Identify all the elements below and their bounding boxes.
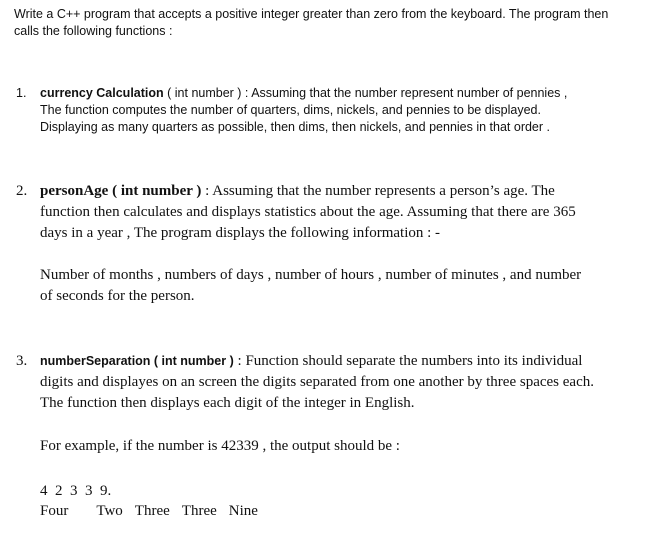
word-3: Three (181, 503, 217, 519)
item-2-para2-line-1: Number of months , numbers of days , number of hours , number of minutes , and number (40, 267, 582, 283)
item-2-number: 2. (16, 183, 28, 199)
item-1-text: Assuming that the number represent number of pennies , (251, 86, 568, 100)
item-2-signature: : (201, 183, 210, 199)
intro-line-2: calls the following functions : (14, 24, 173, 38)
word-1: Two (96, 503, 123, 519)
item-2-line-3: days in a year , The program displays the following information : - (40, 225, 441, 241)
item-3-text: Function should separate the numbers into its individual (245, 353, 583, 369)
item-1-line-3: Displaying as many quarters as possible, then dims, then nickels, and pennies in that order . (40, 120, 550, 134)
word-4: Nine (228, 503, 258, 519)
intro-paragraph (14, 6, 646, 40)
item-3-number: 3. (16, 353, 28, 369)
item-1-line-1 (40, 85, 646, 102)
item-2-text: Assuming that the number represents a person’s age. The (212, 183, 555, 199)
item-1-title: currency Calculation (40, 86, 164, 100)
item-2-body (40, 181, 646, 244)
item-1-body (40, 85, 646, 136)
word-0: Four (40, 503, 69, 519)
item-3-example: For example, if the number is 42339 , the output should be : (40, 438, 400, 454)
item-3-line-2: digits and displayes on an screen the digits separated from one another by three spaces each. (40, 374, 594, 390)
item-3-body (40, 351, 646, 414)
item-3-title: numberSeparation ( int number ) (40, 354, 234, 368)
intro-line-1: Write a C++ program that accepts a positive integer greater than zero from the keyboard. The program then (14, 7, 609, 21)
item-1-line-2: The function computes the number of quarters, dims, nickels, and pennies to be displayed. (40, 103, 541, 117)
item-2-paragraph-2 (40, 265, 646, 307)
item-3-words (40, 501, 646, 522)
item-1-signature: ( int number ) : (163, 86, 249, 100)
item-2-para2-line-2: of seconds for the person. (40, 288, 195, 304)
item-3-signature: : (233, 353, 242, 369)
item-3-line-3: The function then displays each digit of the integer in English. (40, 395, 415, 411)
item-3-line-1 (40, 351, 646, 372)
item-2-line-2: function then calculates and displays statistics about the age. Assuming that there are 365 (40, 204, 576, 220)
item-1-number: 1. (16, 86, 27, 100)
item-2-line-1 (40, 181, 646, 202)
item-3-digits: 4 2 3 3 9. (40, 483, 112, 499)
item-2-title: personAge ( int number ) (40, 183, 202, 199)
word-2: Three (134, 503, 170, 519)
